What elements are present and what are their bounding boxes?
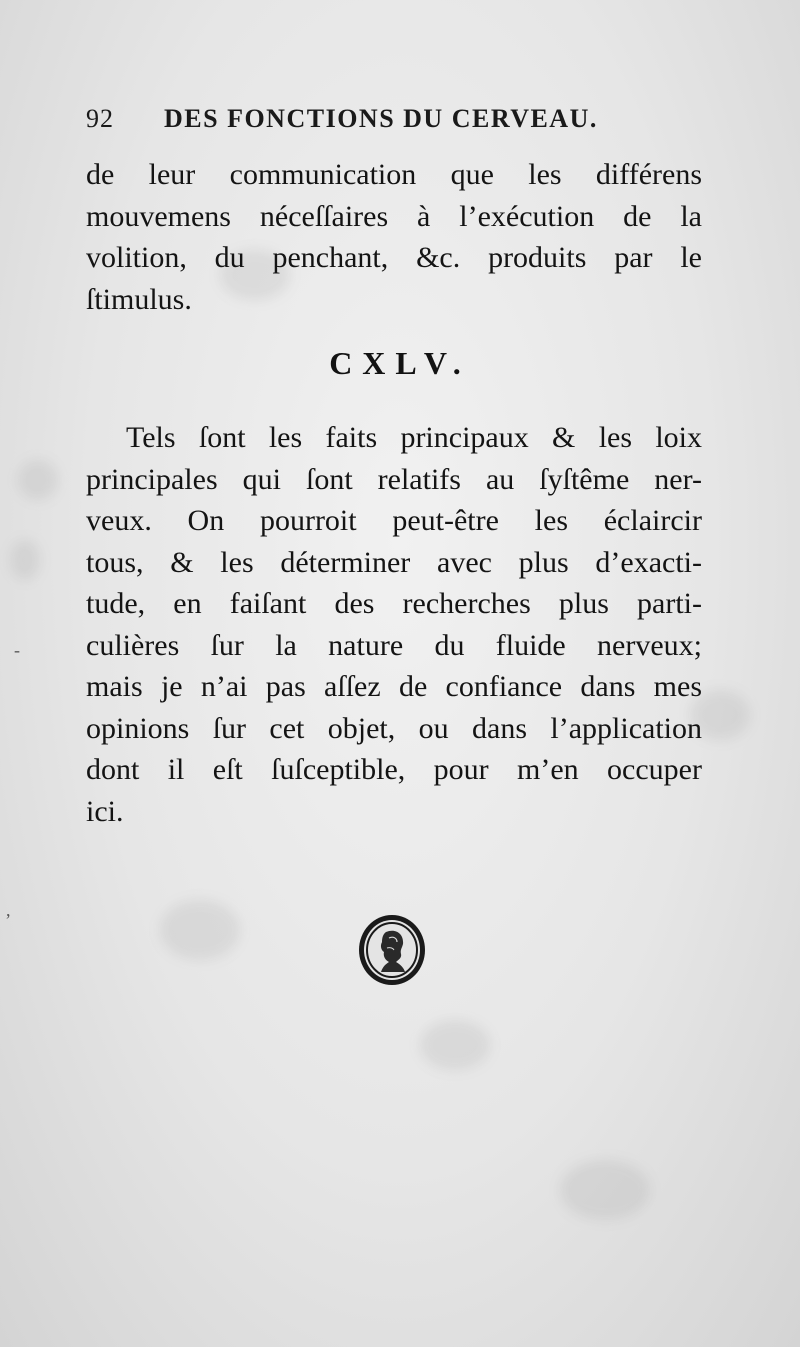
- cameo-portrait-fleuron-icon: [356, 914, 428, 986]
- text-line: de leur communication que les différens: [86, 158, 702, 191]
- text-line: tude, en faiſant des recherches plus parti-: [86, 587, 702, 620]
- text-line: ſtimulus.: [86, 282, 192, 316]
- text-line: veux. On pourroit peut-être les éclaircir: [86, 504, 702, 537]
- text-line: principales qui ſont relatifs au ſyſtême ner-: [86, 462, 702, 496]
- text-line: mouvemens néceſſaires à l’exécution de la: [86, 199, 702, 233]
- paper-stain: [10, 540, 40, 580]
- page-number: 92: [86, 104, 114, 133]
- show-through-text: [82, 800, 712, 1213]
- paragraph-continuation: [86, 154, 702, 320]
- margin-mark: -: [14, 640, 20, 660]
- running-title: DES FONCTIONS DU CERVEAU.: [164, 104, 598, 133]
- text-line: mais je n’ai pas aſſez de confiance dans mes: [86, 670, 702, 703]
- running-head: [86, 104, 716, 148]
- margin-mark: ,: [6, 900, 11, 920]
- section-heading: CXLV.: [329, 345, 471, 381]
- paragraph-main: [86, 417, 702, 832]
- text-line: volition, du penchant, &c. produits par le: [86, 241, 702, 274]
- text-line: Tels ſont les faits principaux & les loix: [126, 421, 702, 454]
- text-line: dont il eſt ſuſceptible, pour m’en occuper: [86, 753, 702, 786]
- text-line: ici.: [86, 794, 124, 828]
- paper-stain: [18, 460, 58, 500]
- text-line: culières ſur la nature du fluide nerveux;: [86, 628, 702, 662]
- text-line: tous, & les déterminer avec plus d’exacti-: [86, 545, 702, 579]
- text-line: opinions ſur cet objet, ou dans l’application: [86, 711, 702, 745]
